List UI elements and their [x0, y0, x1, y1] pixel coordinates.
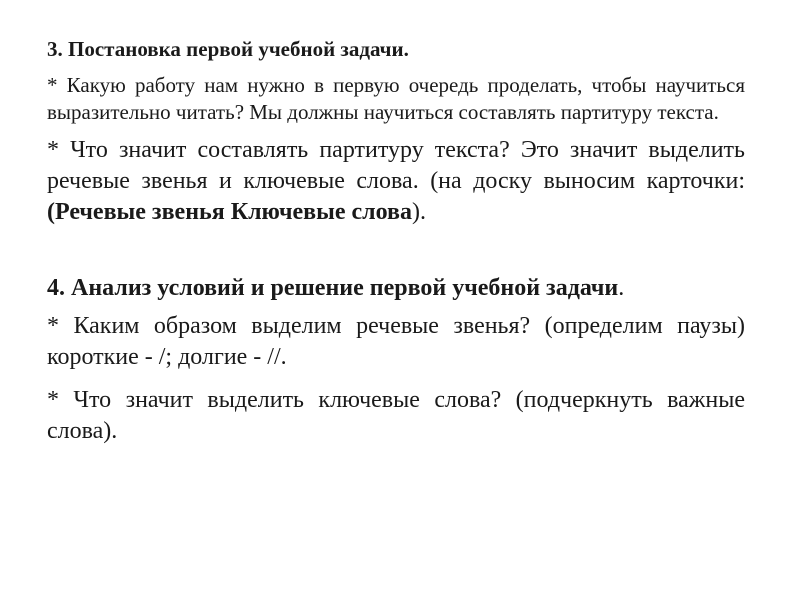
section-4-heading-end: .: [618, 275, 625, 301]
section-3-heading: 3. Постановка первой учебной задачи.: [47, 37, 409, 61]
section-4-heading-text: 4. Анализ условий и решение первой учебной задачи: [47, 275, 619, 301]
cards-label: (Речевые звенья Ключевые слова: [47, 199, 413, 225]
slide-content: [47, 36, 745, 447]
section-3-bullet-2-text: * Что значит составлять партитуру текста? Это значит выделить речевые звенья и ключевые слова. (на доску выносим карточки:: [47, 137, 745, 194]
section-4-bullet-1: * Каким образом выделим речевые звенья? (определим паузы) короткие - /; долгие - //.: [47, 313, 745, 370]
section-4-heading: [47, 273, 745, 303]
section-3-bullet-2-end: ).: [412, 199, 427, 225]
section-4-bullet-2: * Что значит выделить ключевые слова? (подчеркнуть важные слова).: [47, 387, 745, 444]
section-3-bullet-1: * Какую работу нам нужно в первую очередь проделать, чтобы научиться выразительно читать? Мы должны научиться составлять партитуру текста.: [47, 73, 745, 124]
section-3-bullet-2: [47, 135, 745, 228]
